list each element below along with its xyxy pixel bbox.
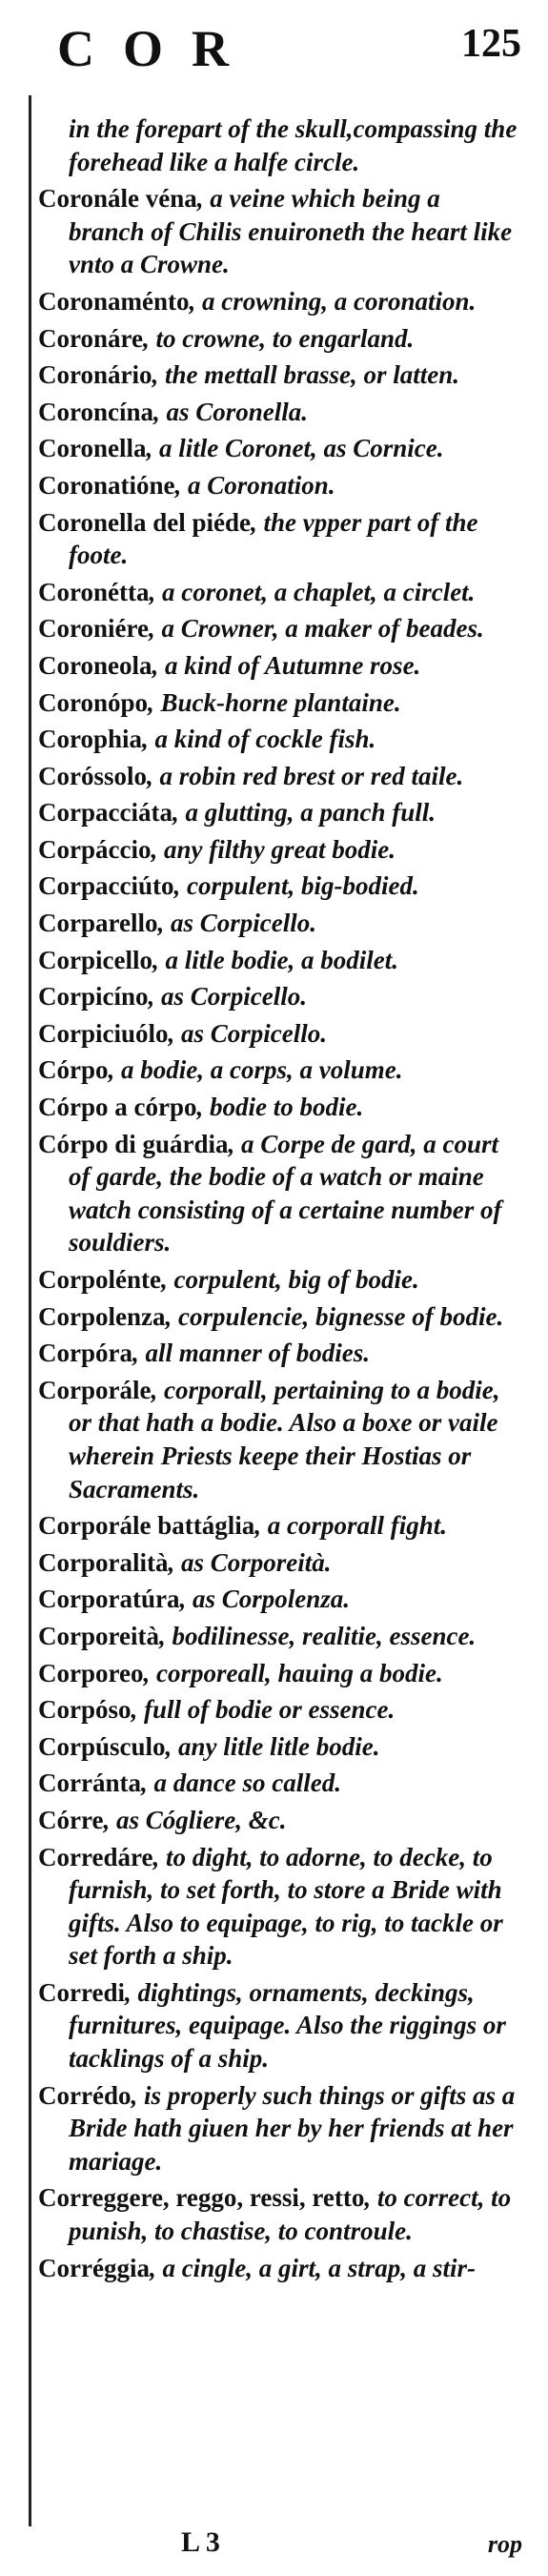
dictionary-entry [38,723,522,756]
entry-headword: Corréggia [38,2253,150,2282]
page-footer [38,2526,522,2565]
dictionary-entry [38,1337,522,1370]
entry-gloss: , corpulent, big of bodie. [160,1265,419,1294]
entry-gloss: , corpulent, big-bodied. [173,871,419,901]
entry-gloss: , as Corpolenza. [179,1584,351,1614]
entry-gloss: , any litle litle bodie. [165,1731,380,1761]
dictionary-entry [38,1583,522,1616]
entry-headword: Córre [38,1805,104,1834]
dictionary-entry [38,2181,522,2247]
entry-gloss: , to dight, to adorne, to decke, to furnish, to set forth, to store a Bride with gifts. Also to equipage, to rig, to tackle or set forth a ship. [69,1842,503,1971]
dictionary-entry [38,576,522,609]
entry-headword: Coroncína [38,397,154,426]
entry-gloss: , a litle bodie, a bodilet. [152,945,398,974]
entry-headword: Corporeità [38,1621,159,1650]
dictionary-entry [38,469,522,502]
dictionary-entry [38,1767,522,1800]
entry-headword: Corrédo [38,2080,132,2110]
dictionary-entry [38,1128,522,1259]
entry-headword: Coronaménto [38,286,190,316]
catchword: rop [487,2530,522,2558]
entry-gloss: , a veine which being a branch of Chilis enuironeth the heart like vnto a Crowne. [69,184,513,279]
entry-gloss: , as Corpicello. [157,909,316,938]
entry-headword: Corpacciúto [38,871,174,901]
dictionary-entry [38,1263,522,1297]
entry-headword: Coronário [38,360,152,390]
dictionary-entry [38,1546,522,1580]
entry-gloss: , as Corpicello. [148,982,308,1012]
dictionary-entry [38,432,522,465]
entry-headword: Corredi [38,1977,125,2007]
dictionary-entry [38,907,522,940]
entry-headword: Coroneola [38,650,152,680]
entry-gloss: , a robin red brest or red taile. [147,761,464,790]
entry-headword: Córpo a córpo [38,1093,197,1122]
entry-gloss: , a Crowner, a maker of beades. [148,614,484,644]
dictionary-entry [38,1091,522,1124]
entry-gloss: , as Corpicello. [168,1018,328,1048]
running-header [0,0,548,95]
dictionary-entry [38,612,522,645]
dictionary-entry [38,1841,522,1973]
entry-headword: Corophia [38,725,143,754]
entry-headword: Coróssolo [38,761,147,790]
entry-headword: Coronella del piéde [38,507,252,537]
dictionary-entry [38,649,522,683]
entry-gloss: , to crowne, to engarland. [143,323,415,353]
entry-gloss: , as Corporeità. [168,1547,332,1577]
entry-headword: Corránta [38,1768,141,1798]
entry-headword: Corpóso [38,1695,132,1725]
dictionary-entry [38,285,522,318]
dictionary-entry [38,1693,522,1727]
entry-gloss: , a litle Coronet, as Cornice. [146,434,444,463]
dictionary-entry [38,396,522,429]
entry-headword: Corpolenza [38,1301,166,1331]
entry-headword: Corpiciuólo [38,1018,169,1048]
entry-headword: Corpáccio [38,834,152,864]
entry-headword: Coronétta [38,577,150,606]
entry-headword: Corporeo [38,1658,144,1687]
entry-gloss: , corpulencie, bignesse of bodie. [165,1301,504,1331]
entry-gloss: , a bodie, a corps, a volume. [108,1055,403,1085]
entry-gloss: , a dance so called. [140,1768,341,1798]
entry-gloss: , the vpper part of the foote. [69,507,478,570]
entry-gloss: , a corporall fight. [254,1511,447,1541]
dictionary-entry [38,1657,522,1690]
entry-gloss: , a crowning, a coronation. [189,286,477,316]
dictionary-entry [38,944,522,977]
entry-gloss: in the forepart of the skull,compassing the forehead like a halfe circle. [69,114,518,176]
entry-headword: Coronópo [38,687,149,717]
dictionary-entry [38,1804,522,1837]
entry-gloss: , a glutting, a panch full. [172,798,436,828]
dictionary-entry [38,2079,522,2178]
entry-headword: Corporále [38,1375,152,1404]
dictionary-entry [38,1509,522,1543]
dictionary-entry [38,182,522,281]
entry-headword: Coronále véna [38,184,197,214]
entry-gloss: , to correct, to punish, to chastise, to controule. [69,2183,512,2246]
entry-gloss: , the mettall brasse, or latten. [152,360,460,390]
dictionary-entry [38,322,522,356]
entry-gloss: , all manner of bodies. [132,1339,370,1368]
entry-headword: Corpúsculo [38,1731,166,1761]
signature-mark: L 3 [181,2526,220,2558]
entry-gloss: , corporall, pertaining to a bodie, or that hath a bodie. Also a boxe or vaile wherein Priests keepe their Hostias or Sacraments. [69,1375,500,1503]
entry-headword: Corpóra [38,1339,132,1368]
dictionary-entry [38,1620,522,1653]
entry-headword: Corredáre [38,1842,153,1871]
column-rule [29,95,31,2526]
entry-gloss: , full of bodie or essence. [131,1695,396,1725]
dictionary-entry [38,1730,522,1764]
dictionary-entry [38,358,522,392]
entry-gloss: , a kind of cockle fish. [142,725,376,754]
dictionary-entry [38,1017,522,1051]
entry-headword: Coronella [38,434,147,463]
entry-headword: Córpo di guárdia [38,1129,229,1158]
entry-headword: Corparello [38,909,158,938]
entry-headword: Corporatúra [38,1584,180,1614]
entry-gloss: , as Cógliere, &c. [103,1805,287,1834]
entry-gloss: , dightings, ornaments, deckings, furnitures, equipage. Also the riggings or tacklings of a ship. [69,1977,506,2074]
entry-gloss: , is properly such things or gifts as a Bride hath giuen her by her friends at her mariage. [69,2080,516,2176]
dictionary-entry [38,796,522,829]
running-head-word: COR [57,20,257,77]
dictionary-entry [38,833,522,867]
entry-gloss: , bodilinesse, realitie, essence. [158,1621,477,1650]
entry-headword: Coronáre [38,323,143,353]
entry-headword: Corpacciáta [38,798,173,828]
entry-headword: Córpo [38,1055,109,1085]
dictionary-entry [38,1053,522,1087]
entry-headword: Corpolénte [38,1265,161,1294]
dictionary-entry [38,1976,522,2075]
entry-list [38,112,522,2288]
entry-gloss: , a coronet, a chaplet, a circlet. [149,577,476,606]
page-number: 125 [461,22,521,66]
dictionary-entry [38,686,522,720]
entry-headword: Corporalità [38,1547,169,1577]
dictionary-entry [38,1300,522,1334]
entry-gloss: , as Coronella. [153,397,309,426]
dictionary-entry [38,506,522,572]
entry-gloss: , bodie to bodie. [196,1093,364,1122]
entry-gloss: , a Corpe de gard, a court of garde, the bodie of a watch or maine watch consisting of a certaine number of souldiers. [69,1129,502,1257]
entry-gloss: , any filthy great bodie. [151,834,396,864]
dictionary-entry [38,1374,522,1505]
dictionary-entry [38,112,522,178]
entry-gloss: , Buck-horne plantaine. [148,687,401,717]
entry-headword: Correggere, reggo, ressi, retto [38,2183,365,2213]
entry-headword: Coroniére [38,614,149,644]
dictionary-entry [38,2252,522,2285]
entry-gloss: , a Coronation. [174,470,335,500]
dictionary-entry [38,760,522,793]
entry-headword: Corpicello [38,945,152,974]
dictionary-entry [38,980,522,1013]
entry-gloss: , corporeall, hauing a bodie. [143,1658,443,1687]
entry-headword: Corpicíno [38,982,149,1012]
dictionary-entry [38,869,522,903]
entry-headword: Corporále battáglia [38,1511,255,1541]
entry-gloss: , a cingle, a girt, a strap, a stir- [149,2253,476,2282]
entry-headword: Coronatióne [38,470,175,500]
entry-gloss: , a kind of Autumne rose. [152,650,421,680]
